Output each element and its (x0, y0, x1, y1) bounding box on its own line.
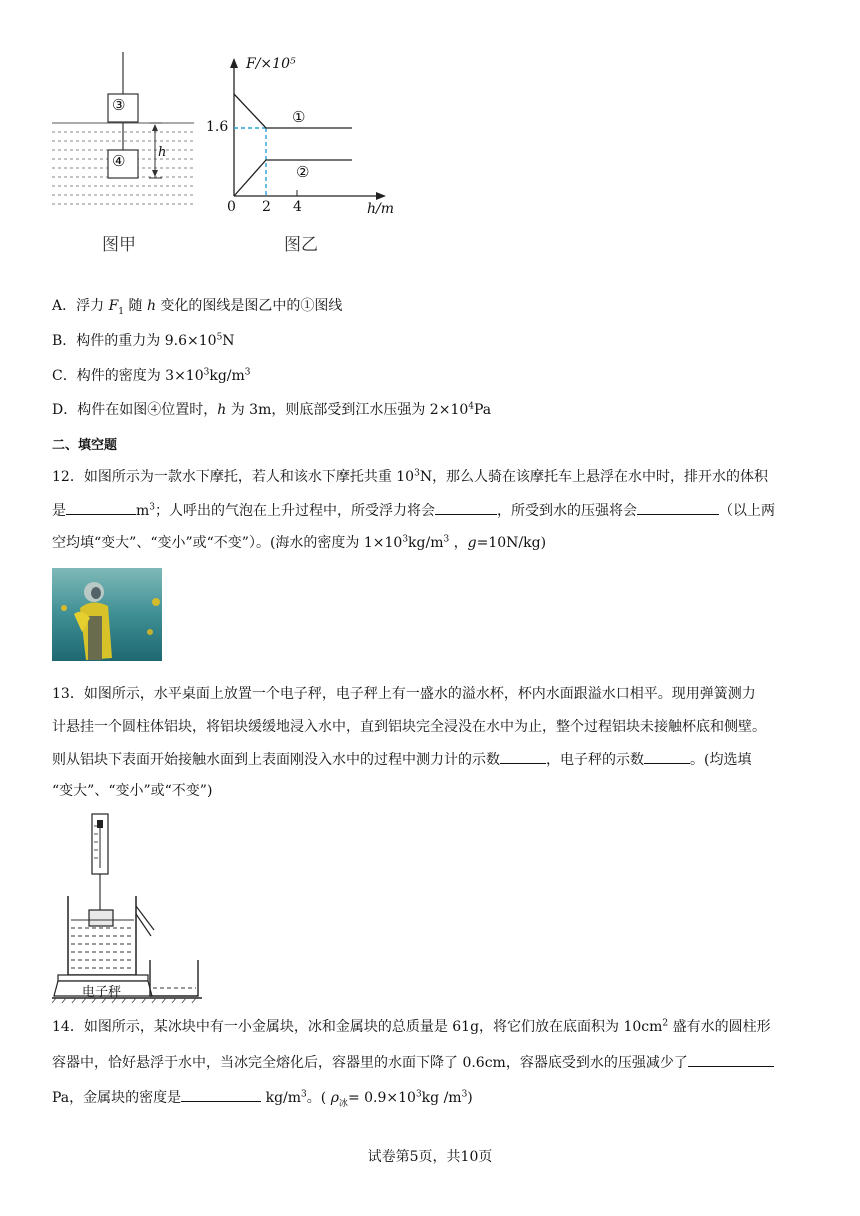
scale-label: 电子秤 (82, 985, 122, 1000)
q12-blank-3[interactable] (637, 500, 719, 515)
x-axis-label: h/m (367, 201, 395, 217)
q14-blank-1[interactable] (688, 1052, 774, 1067)
q12-blank-1[interactable] (66, 500, 136, 515)
overflow-cup-figure (52, 812, 212, 1004)
y-tick-1-6: 1.6 (206, 119, 229, 135)
x-tick-0: 0 (227, 199, 236, 215)
option-b: B．构件的重力为 $9.6\times 10^5N$ (52, 332, 235, 349)
option-a: A．浮力 $F_1$ 随 h 变化的图线是图乙中的①图线 (52, 298, 343, 317)
q13-blank-1[interactable] (500, 749, 546, 764)
q14-line1: 14．如图所示，某冰块中有一小金属块，冰和金属块的总质量是 61g，将它们放在底面积为 $10cm^2$ 盛有水的圆柱形 (52, 1018, 771, 1035)
line-label-1: ① (292, 108, 306, 126)
q12-line1: 12．如图所示为一款水下摩托，若人和该水下摩托共重 $10^3N$，那么人骑在该摩托车上悬浮在水中时，排开水的体积 (52, 468, 769, 485)
figure-yi (200, 52, 400, 222)
line-label-2: ② (296, 163, 310, 181)
q12-line3: 空均填“变大”、“变小”或“不变”）。(海水的密度为 $1\times 10^3kg/m^3$ ，g=10N/kg) (52, 534, 547, 551)
q13-line2: 计悬挂一个圆柱体铝块，将铝块缓缓地浸入水中，直到铝块完全浸没在水中为止，整个过程铝块未接触杯底和侧壁。 (52, 719, 766, 735)
q13-line3: 则从铝块下表面开始接触水面到上表面刚没入水中的过程中测力计的示数 ，电子秤的示数 。(均选填 (52, 749, 751, 770)
q12-blank-2[interactable] (435, 500, 497, 515)
page-footer: 试卷第5页，共10页 (367, 1149, 493, 1165)
block-4-label: ④ (112, 152, 126, 170)
y-axis-label: F/×10⁵ (246, 56, 296, 72)
x-tick-2: 2 (262, 199, 271, 215)
q13-line1: 13．如图所示，水平桌面上放置一个电子秤，电子秤上有一盛水的溢水杯，杯内水面跟溢水口相平。现用弹簧测力 (52, 686, 756, 702)
caption-yi: 图乙 (284, 235, 318, 255)
q13-blank-2[interactable] (644, 749, 690, 764)
block-3-label: ③ (112, 96, 126, 114)
h-label: h (158, 145, 167, 160)
option-d: D．构件在如图④位置时，h 为 3m，则底部受到江水压强为 $2\times 10^4Pa$ (52, 401, 492, 418)
option-c: C．构件的密度为 $3\times 10^3kg/m^3$ (52, 367, 251, 384)
q12-line2: 是 $m^3$；人呼出的气泡在上升过程中，所受浮力将会 ，所受到水的压强将会 （以上两 (52, 500, 775, 521)
q14-line2: 容器中，恰好悬浮于水中，当冰完全熔化后，容器里的水面下降了 0.6cm，容器底受到水的压强减少了 (52, 1052, 774, 1073)
section-title: 二、填空题 (52, 438, 118, 453)
underwater-scooter-photo (52, 568, 162, 661)
q14-line3: Pa，金属块的密度是 $kg/m^3$。( $\rho_冰= 0.9\times 10^3kg$ $/m^3$) (52, 1087, 473, 1108)
q13-line4: “变大”、“变小”或“不变”) (52, 783, 213, 799)
x-tick-4: 4 (293, 199, 302, 215)
q14-blank-2[interactable] (181, 1087, 261, 1102)
caption-jia: 图甲 (102, 235, 136, 255)
